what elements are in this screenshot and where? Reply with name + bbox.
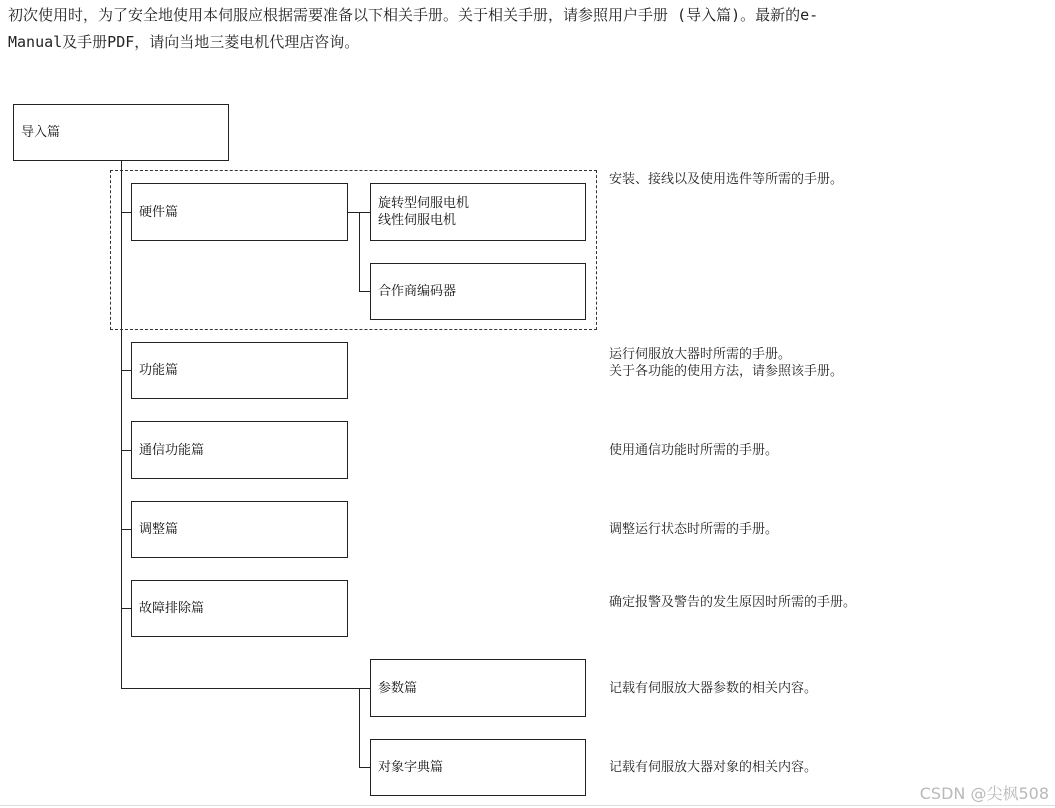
connector-param-vertical bbox=[359, 688, 360, 768]
box-hardware-sub2 bbox=[370, 263, 586, 320]
box-trouble bbox=[131, 580, 348, 637]
box-hardware-sub2-label: 合作商编码器 bbox=[378, 284, 457, 299]
box-param bbox=[370, 659, 586, 717]
watermark: CSDN @尖枫508 bbox=[919, 784, 1049, 803]
desc-param: 记载有伺服放大器参数的相关内容。 bbox=[609, 681, 818, 696]
box-object-label: 对象字典篇 bbox=[378, 760, 444, 775]
box-param-label: 参数篇 bbox=[378, 680, 418, 696]
bottom-divider bbox=[0, 805, 1055, 806]
box-hardware-sub1-label: 旋转型伺服电机 线性伺服电机 bbox=[378, 196, 470, 228]
connector-bottom-horizontal bbox=[121, 688, 371, 689]
desc-function: 运行伺服放大器时所需的手册。 关于各功能的使用方法，请参照该手册。 bbox=[609, 347, 844, 379]
box-hardware-sub1 bbox=[370, 183, 586, 241]
box-comm-label: 通信功能篇 bbox=[139, 442, 205, 458]
box-comm bbox=[131, 421, 348, 479]
box-adjust bbox=[131, 501, 348, 558]
box-function-label: 功能篇 bbox=[139, 363, 179, 378]
box-function bbox=[131, 342, 348, 399]
box-hardware-label: 硬件篇 bbox=[139, 204, 179, 220]
desc-trouble: 确定报警及警告的发生原因时所需的手册。 bbox=[609, 595, 857, 610]
box-adjust-label: 调整篇 bbox=[139, 522, 179, 537]
desc-hardware: 安装、接线以及使用选件等所需的手册。 bbox=[609, 172, 844, 187]
box-root bbox=[13, 104, 229, 161]
desc-adjust: 调整运行状态时所需的手册。 bbox=[609, 522, 779, 537]
box-trouble-label: 故障排除篇 bbox=[139, 601, 205, 616]
box-hardware bbox=[131, 183, 348, 241]
desc-object: 记载有伺服放大器对象的相关内容。 bbox=[609, 760, 818, 775]
desc-comm: 使用通信功能时所需的手册。 bbox=[609, 443, 779, 458]
box-root-label: 导入篇 bbox=[21, 125, 61, 140]
box-object bbox=[370, 739, 586, 796]
intro-paragraph: 初次使用时，为了安全地使用本伺服应根据需要准备以下相关手册。关于相关手册，请参照用户手册 (导入篇)。最新的e- Manual及手册PDF，请向当地三菱电机代理店咨询。 bbox=[8, 6, 819, 51]
